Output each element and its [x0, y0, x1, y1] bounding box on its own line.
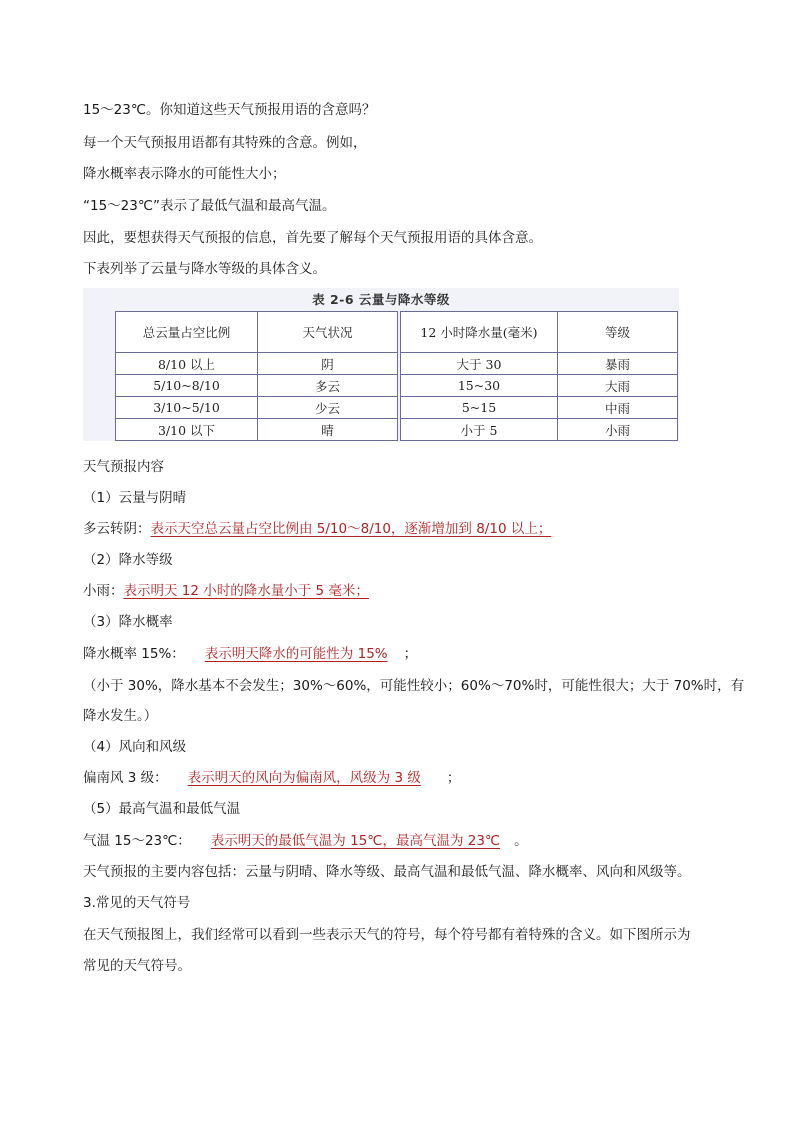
cell-grade: 小雨	[558, 419, 678, 441]
table-row	[116, 419, 398, 441]
cell-rainfall: 5~15	[401, 397, 558, 419]
cloud-cover-table	[115, 311, 398, 441]
table-row	[401, 375, 678, 397]
intro-line-2: 每一个天气预报用语都有其特殊的含意。例如，	[83, 135, 367, 151]
section-5-item	[83, 831, 528, 851]
section-2-title: （2）降水等级	[83, 552, 173, 568]
section-1-item	[83, 519, 551, 539]
section-5-end: 。	[514, 833, 528, 849]
section-4-end: ；	[446, 770, 461, 786]
cell-cloud-ratio: 5/10~8/10	[116, 375, 258, 397]
section-4-title: （4）风向和风级	[83, 739, 187, 755]
section-5-answer: 表示明天的最低气温为 15℃，最高气温为 23℃	[210, 833, 501, 849]
content-heading: 天气预报内容	[83, 459, 164, 475]
cell-rainfall: 小于 5	[401, 419, 558, 441]
section-3-paragraph-2: 常见的天气符号。	[83, 958, 191, 974]
intro-line-1: 15～23℃。你知道这些天气预报用语的含意吗？	[83, 102, 376, 118]
section-3-end: ；	[403, 646, 418, 662]
table-row	[116, 353, 398, 375]
cell-weather: 阴	[258, 353, 398, 375]
section-3-paragraph-1: 在天气预报图上，我们经常可以看到一些表示天气的符号，每个符号都有着特殊的含义。如下图所示为	[83, 927, 691, 943]
header-weather: 天气状况	[258, 312, 398, 353]
section-3-note-2: 降水发生。）	[83, 708, 158, 724]
intro-line-3: 降水概率表示降水的可能性大小；	[83, 166, 286, 182]
section-3-label: 降水概率 15%：	[83, 646, 185, 662]
section-3-note-1: （小于 30%，降水基本不会发生；30%～60%，可能性较小；60%～70%时，可能性很大；大于 70%时，有	[83, 678, 745, 694]
table-row	[401, 353, 678, 375]
section-2-answer: 表示明天 12 小时的降水量小于 5 毫米；	[123, 583, 369, 599]
section-4-label: 偏南风 3 级：	[83, 770, 168, 786]
cloud-precip-table-figure	[83, 288, 679, 441]
table-row	[116, 397, 398, 419]
section-2-item	[83, 581, 369, 601]
section-3-answer: 表示明天降水的可能性为 15%	[204, 646, 388, 662]
cell-weather: 多云	[258, 375, 398, 397]
table-title: 表 2-6 云量与降水等级	[312, 292, 450, 307]
cell-weather: 少云	[258, 397, 398, 419]
summary-text: 天气预报的主要内容包括：云量与阴晴、降水等级、最高气温和最低气温、降水概率、风向和风级等。	[83, 864, 691, 880]
section-1-label: 多云转阴：	[83, 521, 151, 537]
table-row	[401, 419, 678, 441]
intro-line-5: 因此，要想获得天气预报的信息，首先要了解每个天气预报用语的具体含意。	[83, 230, 542, 246]
cell-cloud-ratio: 3/10 以下	[116, 419, 258, 441]
intro-line-4: “15～23℃”表示了最低气温和最高气温。	[83, 198, 336, 214]
section-3-title: （3）降水概率	[83, 614, 173, 630]
table-row	[401, 397, 678, 419]
section-1-answer: 表示天空总云量占空比例由 5/10～8/10，逐渐增加到 8/10 以上；	[150, 521, 552, 537]
header-rainfall: 12 小时降水量(毫米)	[401, 312, 558, 353]
intro-line-6: 下表列举了云量与降水等级的具体含义。	[83, 261, 326, 277]
cell-cloud-ratio: 8/10 以上	[116, 353, 258, 375]
cell-cloud-ratio: 3/10~5/10	[116, 397, 258, 419]
cell-grade: 大雨	[558, 375, 678, 397]
cell-weather: 晴	[258, 419, 398, 441]
header-grade: 等级	[558, 312, 678, 353]
section-2-label: 小雨：	[83, 583, 124, 599]
cell-rainfall: 大于 30	[401, 353, 558, 375]
section-4-answer: 表示明天的风向为偏南风，风级为 3 级	[187, 770, 421, 786]
cell-grade: 暴雨	[558, 353, 678, 375]
section-1-title: （1）云量与阴晴	[83, 490, 187, 506]
section-3-heading: 3.常见的天气符号	[83, 895, 191, 911]
section-5-label: 气温 15～23℃：	[83, 833, 191, 849]
cell-rainfall: 15~30	[401, 375, 558, 397]
cell-grade: 中雨	[558, 397, 678, 419]
section-4-item	[83, 768, 460, 788]
section-3-item	[83, 644, 417, 664]
header-cloud-ratio: 总云量占空比例	[116, 312, 258, 353]
precipitation-table	[400, 311, 678, 441]
table-row	[116, 375, 398, 397]
section-5-title: （5）最高气温和最低气温	[83, 801, 241, 817]
